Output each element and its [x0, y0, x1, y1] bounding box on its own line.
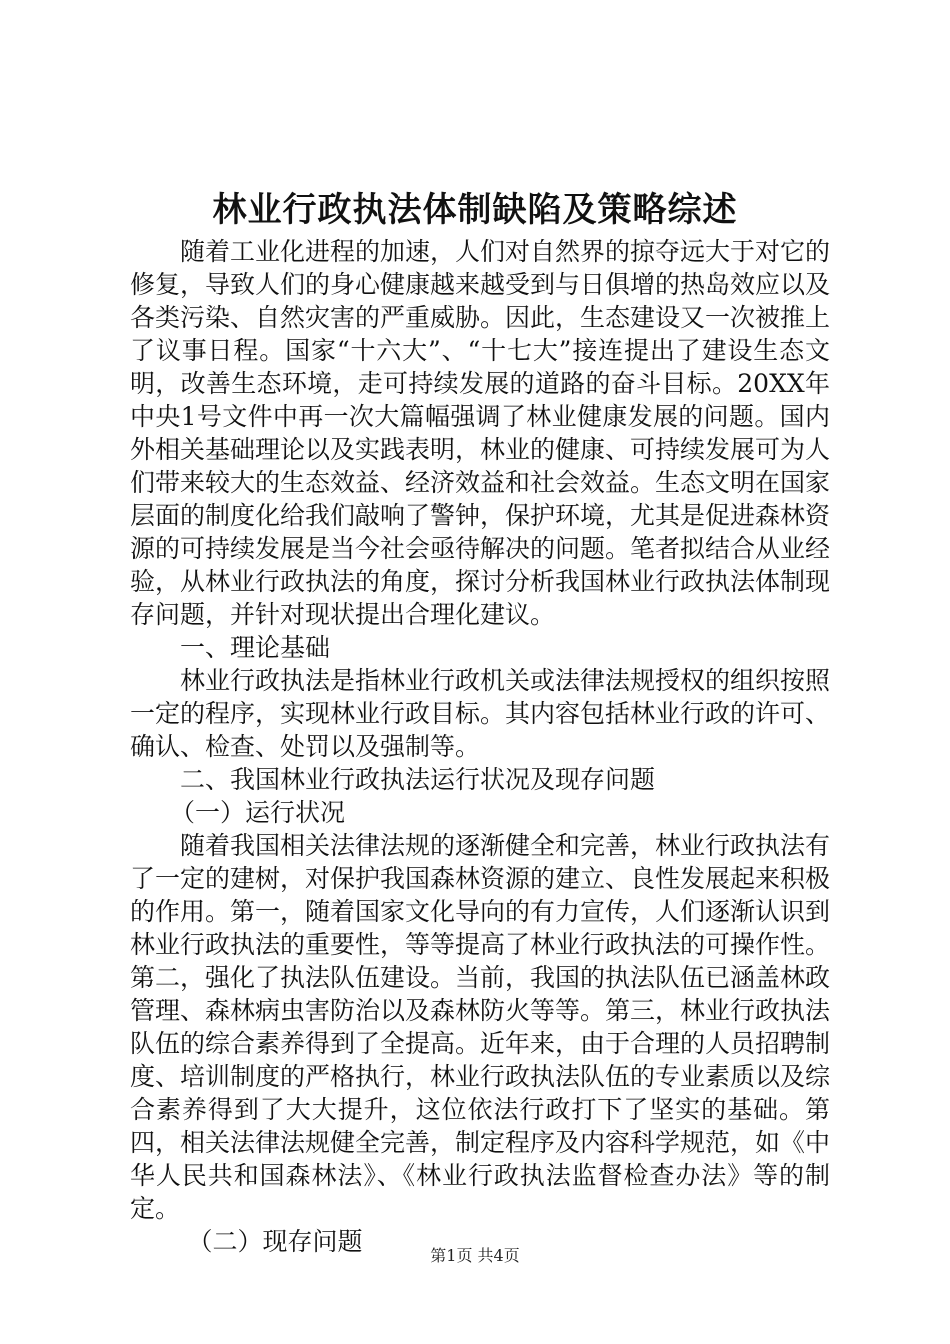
- paragraph-operation: 随着我国相关法律法规的逐渐健全和完善，林业行政执法有了一定的建树，对保护我国森林资源的建立、良性发展起来积极的作用。第一，随着国家文化导向的有力宣传，人们逐渐认识到林业行政执法的重要性，等等提高了林业行政执法的可操作性。第二，强化了执法队伍建设。当前，我国的执法队伍已涵盖林政管理、森林病虫害防治以及森林防火等等。第三，林业行政执法队伍的综合素养得到了全提高。近年来，由于合理的人员招聘制度、培训制度的严格执行，林业行政执法队伍的专业素质以及综合素养得到了大大提升，这位依法行政打下了坚实的基础。第四，相关法律法规健全完善，制定程序及内容科学规范，如《中华人民共和国森林法》、《林业行政执法监督检查办法》等的制定。: [130, 831, 831, 1223]
- subsection-heading-operation: （一）运行状况: [170, 798, 346, 827]
- section-heading-theory: 一、理论基础: [180, 633, 331, 662]
- page-number-footer: 第1页 共4页: [430, 1246, 520, 1265]
- subsection-heading-problems: （二）现存问题: [187, 1227, 363, 1256]
- paragraph-intro: 随着工业化进程的加速，人们对自然界的掠夺远大于对它的修复，导致人们的身心健康越来越受到与日俱增的热岛效应以及各类污染、自然灾害的严重威胁。因此，生态建设又一次被推上了议事日程。国家“十六大”、“十七大”接连提出了建设生态文明，改善生态环境，走可持续发展的道路的奋斗目标。20XX年中央1号文件中再一次大篇幅强调了林业健康发展的问题。国内外相关基础理论以及实践表明，林业的健康、可持续发展可为人们带来较大的生态效益、经济效益和社会效益。生态文明在国家层面的制度化给我们敲响了警钟，保护环境，尤其是促进森林资源的可持续发展是当今社会亟待解决的问题。笔者拟结合从业经验，从林业行政执法的角度，探讨分析我国林业行政执法体制现存问题，并针对现状提出合理化建议。: [130, 237, 831, 629]
- paragraph-theory: 林业行政执法是指林业行政机关或法律法规授权的组织按照一定的程序，实现林业行政目标。其内容包括林业行政的许可、确认、检查、处罚以及强制等。: [130, 666, 831, 761]
- document-body: [130, 235, 830, 1258]
- section-heading-status: 二、我国林业行政执法运行状况及现存问题: [180, 765, 656, 794]
- document-title: 林业行政执法体制缺陷及策略综述: [212, 190, 738, 230]
